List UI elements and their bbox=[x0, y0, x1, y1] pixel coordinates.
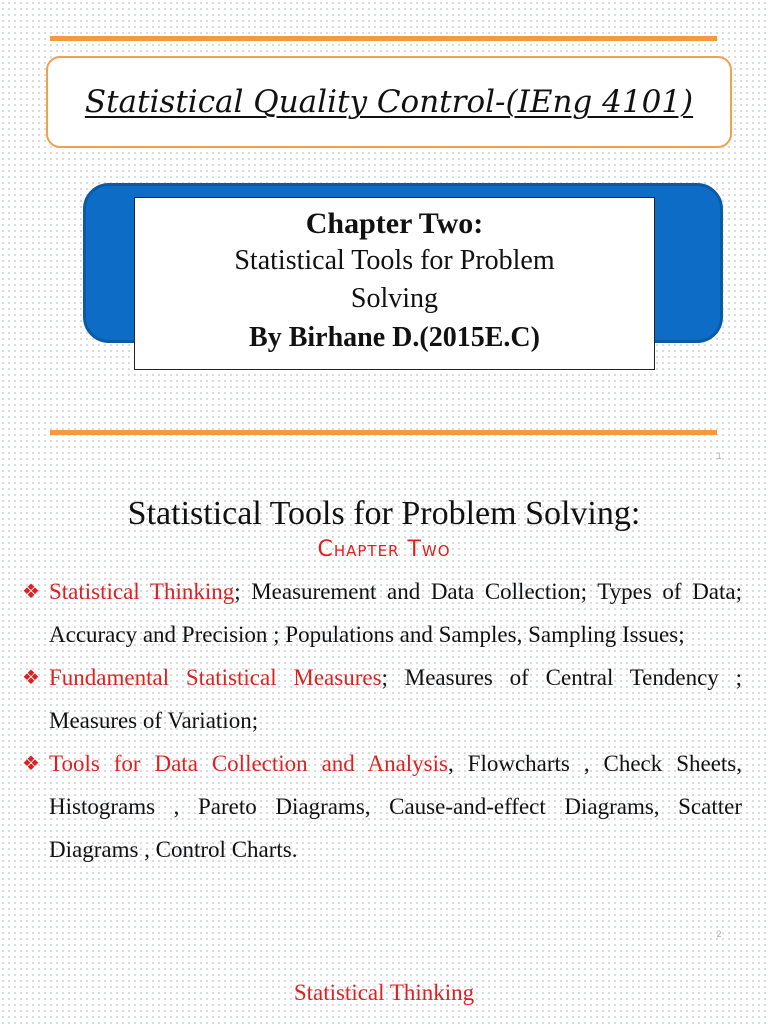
bottom-orange-divider bbox=[50, 430, 717, 435]
bullet-highlight: Fundamental Statistical Measures bbox=[49, 665, 382, 690]
slide-2-title: Statistical Tools for Problem Solving: bbox=[127, 495, 641, 532]
bullet-highlight: Tools for Data Collection and Analysis bbox=[49, 751, 448, 776]
bullet-fundamental-measures bbox=[22, 656, 742, 742]
page-number-2: 2 bbox=[716, 930, 722, 940]
chapter-subtitle-line-1: Statistical Tools for Problem bbox=[234, 245, 555, 276]
course-title: Statistical Quality Control-(IEng 4101) bbox=[84, 84, 694, 120]
chapter-heading: Chapter Two: bbox=[305, 207, 484, 240]
diamond-bullet-icon: ❖ bbox=[22, 665, 40, 689]
slide-3-title: Statistical Thinking bbox=[293, 980, 475, 1005]
bullet-data-collection-tools bbox=[22, 742, 742, 871]
bullet-text: , Flowcharts , Check Sheets, Histograms , Pareto Diagrams, Cause-and-effect Diagrams, Scatter Diagrams , Control Charts. bbox=[49, 751, 743, 862]
bullet-text: ; Measures of Central Tendency ; Measures of Variation; bbox=[49, 665, 742, 733]
topic-bullet-list bbox=[22, 570, 742, 871]
slide-2-chapter-label: Chapter Two bbox=[317, 537, 451, 562]
diamond-bullet-icon: ❖ bbox=[22, 751, 40, 775]
bullet-statistical-thinking bbox=[22, 570, 742, 656]
diamond-bullet-icon: ❖ bbox=[22, 579, 40, 603]
top-orange-divider bbox=[50, 36, 717, 41]
bullet-highlight: Statistical Thinking bbox=[49, 579, 235, 604]
chapter-info-box bbox=[134, 197, 655, 370]
page-number-1: 1 bbox=[716, 452, 722, 462]
chapter-subtitle-line-2: Solving bbox=[350, 283, 439, 314]
bullet-text: ; Measurement and Data Collection; Types of Data; Accuracy and Precision ; Populations and Samples, Sampling Issues; bbox=[49, 579, 742, 647]
author-line: By Birhane D.(2015E.C) bbox=[249, 322, 540, 353]
course-title-box bbox=[46, 56, 732, 148]
